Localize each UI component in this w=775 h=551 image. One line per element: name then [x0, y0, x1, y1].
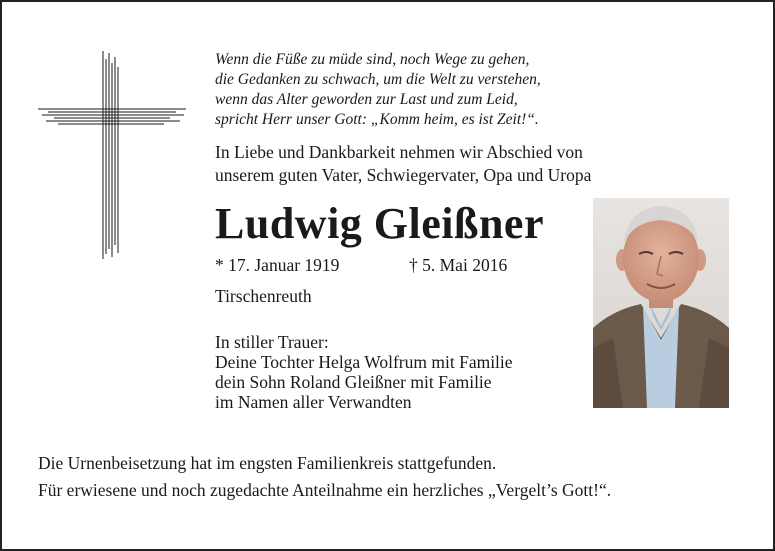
intro-line: unserem guten Vater, Schwiegervater, Opa und Uropa [215, 165, 592, 185]
mourner-line: im Namen aller Verwandten [215, 392, 412, 412]
deceased-name: Ludwig Gleißner [215, 199, 544, 248]
poem-line: spricht Herr unser Gott: „Komm heim, es ist Zeit!“. [215, 111, 539, 128]
portrait-photo [593, 198, 729, 408]
poem-line: wenn das Alter geworden zur Last und zum Leid, [215, 91, 518, 108]
poem-line: Wenn die Füße zu müde sind, noch Wege zu gehen, [215, 51, 530, 68]
farewell-intro [215, 141, 591, 187]
footer-notice [38, 450, 611, 504]
mourners-heading: In stiller Trauer: [215, 332, 329, 352]
mourners-list [215, 332, 513, 412]
burial-note: Die Urnenbeisetzung hat im engsten Familienkreis stattgefunden. [38, 453, 497, 473]
birth-date: * 17. Januar 1919 [215, 255, 340, 275]
poem [215, 50, 541, 130]
poem-line: die Gedanken zu schwach, um die Welt zu verstehen, [215, 71, 541, 88]
hometown: Tirschenreuth [215, 286, 312, 306]
thanks-note: Für erwiesene und noch zugedachte Anteilnahme ein herzliches „Vergelt’s Gott!“. [38, 480, 612, 500]
cross-icon [36, 49, 188, 261]
mourner-line: Deine Tochter Helga Wolfrum mit Familie [215, 352, 513, 372]
intro-line: In Liebe und Dankbarkeit nehmen wir Abschied von [215, 142, 583, 162]
death-date: † 5. Mai 2016 [409, 255, 508, 275]
mourner-line: dein Sohn Roland Gleißner mit Familie [215, 372, 492, 392]
